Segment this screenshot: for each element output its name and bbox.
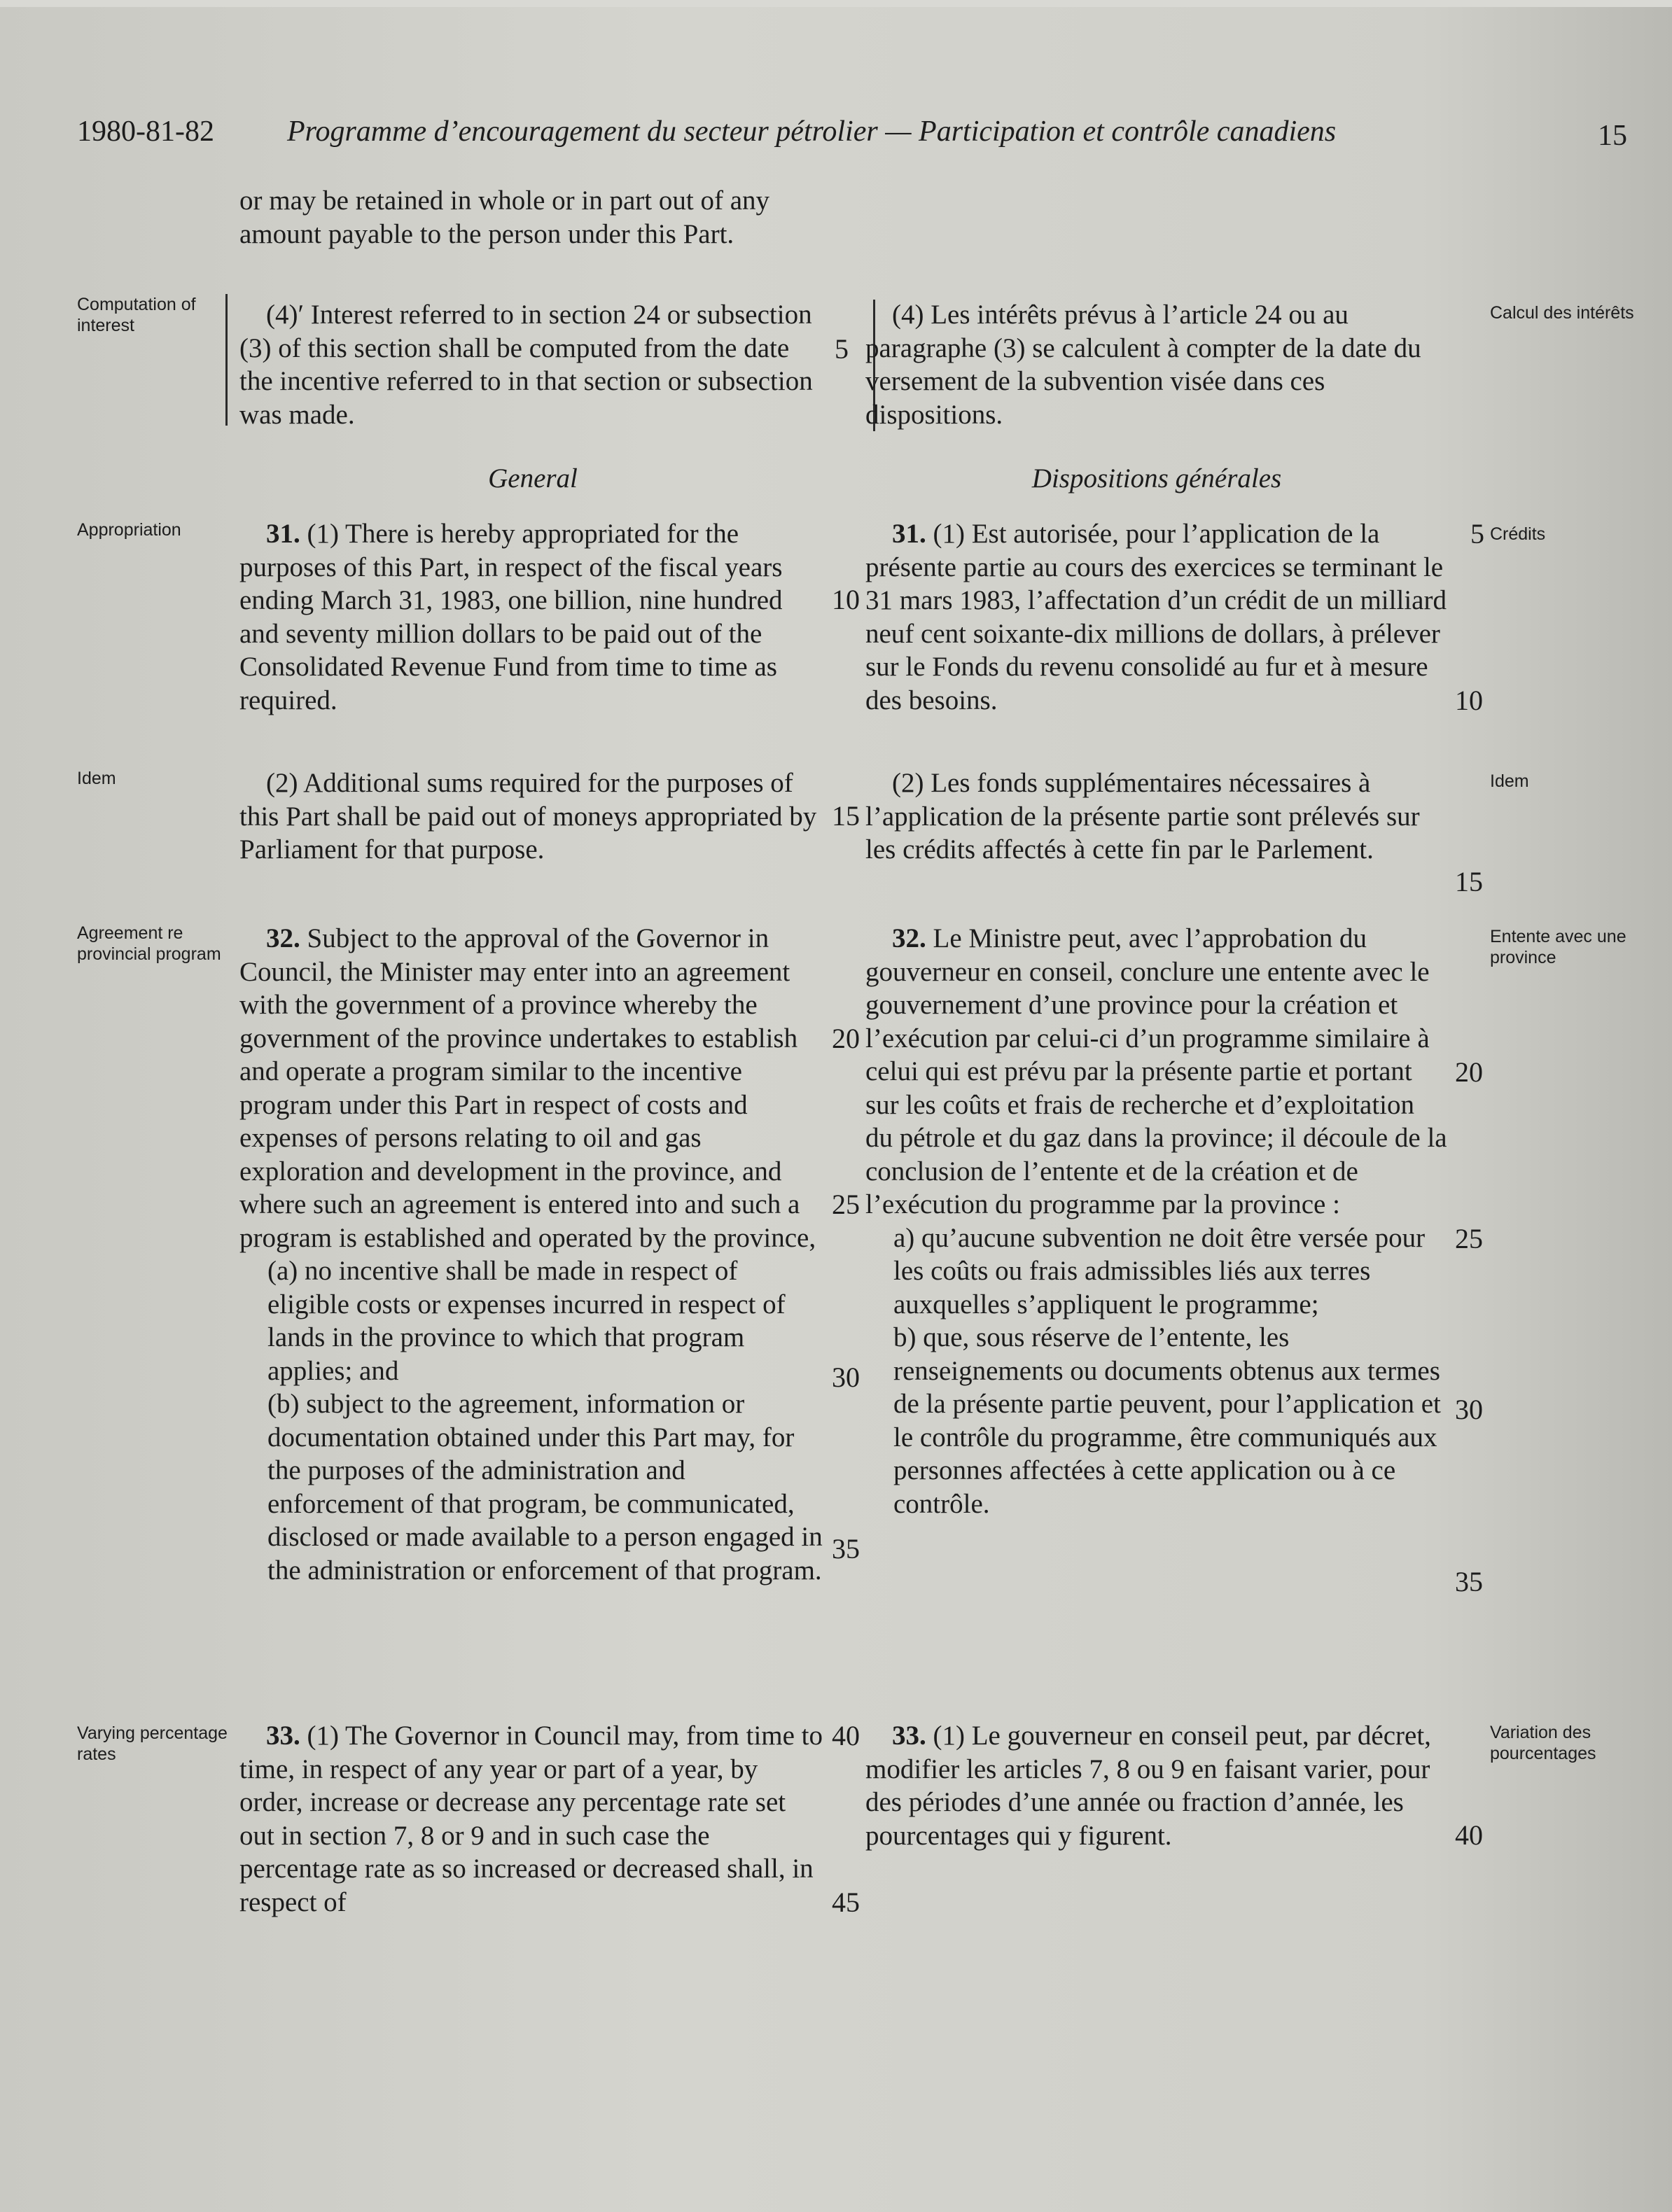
en-s31-num: 31. bbox=[266, 519, 300, 549]
fr-s31-2: (2) Les fonds supplémentaires nécessaires à l’application de la présente partie sont prélevés sur les crédits affectés à cette fin par le Parlement. bbox=[865, 768, 1420, 864]
en-s33-block bbox=[239, 1719, 826, 1919]
fr-s32-text: Le Ministre peut, avec l’approbation du gouverneur en conseil, conclure une entente avec le gouvernement d’une province pour la création et l’exécution par celui-ci d’un programme similaire à celui qui est prévu par la présente partie et portant sur les coûts et frais de recherche et d’exploitation du pétrole et du gaz dans la province; il découle de la conclusion de l’entente et de la création et de l’exécution du programme par la province : bbox=[865, 923, 1447, 1219]
line-number-fr: 10 bbox=[1455, 685, 1483, 716]
en-s32-text: Subject to the approval of the Governor in Council, the Minister may enter into an agreement with the government of a province whereby the government of the province undertakes to establish and operate a program similar to the incentive program under this Part in respect of costs and expenses of persons relating to oil and gas exploration and development in the province, and where such an agreement is entered into and such a program is established and operated by the province, bbox=[239, 923, 816, 1253]
en-s32-b: (b) subject to the agreement, information or documentation obtained under this Part may, for the purposes of the administration and enforcement of that program, be communicated, disclosed or made available to a person engaged in the administration or enforcement of that program. bbox=[267, 1389, 823, 1586]
fr-s32-block bbox=[865, 922, 1448, 1520]
fr-s31-block bbox=[865, 517, 1448, 717]
en-heading-block bbox=[239, 462, 826, 496]
en-s32-num: 32. bbox=[266, 923, 300, 953]
line-number-fr: 25 bbox=[1455, 1223, 1483, 1254]
fr-s31-2-block bbox=[865, 766, 1448, 867]
margin-note-variation: Variation des pourcentages bbox=[1490, 1723, 1596, 1763]
margin-note-appropriation: Appropriation bbox=[77, 520, 181, 540]
fr-s30-4-block bbox=[865, 298, 1448, 431]
en-s30-4-block bbox=[239, 298, 826, 431]
en-s33-1-text: (1) The Governor in Council may, from time to time, in respect of any year or part of a year, by order, increase or decrease any percentage rate set out in section 7, 8 or 9 and in such case the percentage rate as so increased or decreased shall, in respect of bbox=[239, 1721, 823, 1917]
margin-note-agreement: Agreement re provincial program bbox=[77, 923, 221, 964]
line-number: 45 bbox=[832, 1886, 860, 1918]
line-number-fr: 35 bbox=[1455, 1566, 1483, 1597]
page-header bbox=[0, 109, 1672, 154]
en-s32-block bbox=[239, 922, 826, 1587]
fr-s33-block bbox=[865, 1719, 1448, 1852]
margin-note-computation: Computation of interest bbox=[77, 295, 196, 335]
line-number-fr: 20 bbox=[1455, 1056, 1483, 1088]
line-number: 10 bbox=[832, 584, 860, 615]
margin-note-idem-fr: Idem bbox=[1490, 771, 1529, 791]
fr-s31-num: 31. bbox=[892, 519, 926, 549]
fr-heading-general: Dispositions générales bbox=[1031, 463, 1282, 493]
fr-s30-4: (4) Les intérêts prévus à l’article 24 ou au paragraphe (3) se calculent à compter de la date du versement de la subvention visée dans ces dispositions. bbox=[865, 300, 1421, 430]
margin-note-varying: Varying percentage rates bbox=[77, 1723, 228, 1764]
en-heading-general: General bbox=[488, 463, 578, 493]
fr-s33-1 bbox=[865, 1719, 1448, 1852]
line-number: 25 bbox=[832, 1189, 860, 1220]
line-number-fr: 5 bbox=[1470, 518, 1484, 550]
en-s31-2-block bbox=[239, 766, 826, 867]
line-number-fr: 15 bbox=[1455, 866, 1483, 897]
en-s31-2: (2) Additional sums required for the purposes of this Part shall be paid out of moneys appropriated by Parliament for that purpose. bbox=[239, 768, 817, 864]
en-s32 bbox=[239, 922, 826, 1254]
line-number: 5 bbox=[835, 333, 849, 365]
top-edge bbox=[0, 0, 1672, 7]
fr-s32 bbox=[865, 922, 1448, 1222]
fr-s31-1 bbox=[865, 517, 1448, 717]
line-number: 35 bbox=[832, 1533, 860, 1564]
en-s31-1-text: (1) There is hereby appropriated for the purposes of this Part, in respect of the fiscal years ending March 31, 1983, one billion, nine hundred and seventy million dollars to be paid out of the Consolidated Revenue Fund from time to time as required. bbox=[239, 519, 783, 715]
fr-s32-b: b) que, sous réserve de l’entente, les renseignements ou documents obtenus aux termes de la présente partie peuvent, pour l’application et le contrôle du programme, être communiqués aux personnes affectées à cette application ou à ce contrôle. bbox=[893, 1322, 1441, 1519]
fr-s31-1-text: (1) Est autorisée, pour l’application de la présente partie au cours des exercices se terminant le 31 mars 1983, l’affectation d’un crédit de un milliard neuf cent soixante-dix millions de dollars, à prélever sur le Fonds du revenu consolidé au fur et à mesure des besoins. bbox=[865, 519, 1447, 715]
fr-s32-num: 32. bbox=[892, 923, 926, 953]
line-number: 20 bbox=[832, 1023, 860, 1054]
margin-note-credits: Crédits bbox=[1490, 524, 1546, 544]
line-number-fr: 40 bbox=[1455, 1819, 1483, 1851]
en-s33-1 bbox=[239, 1719, 826, 1919]
line-number: 40 bbox=[832, 1720, 860, 1751]
header-title: Programme d’encouragement du secteur pétrolier — Participation et contrôle canadiens bbox=[287, 115, 1337, 148]
en-s31-1 bbox=[239, 517, 826, 717]
line-number: 15 bbox=[832, 800, 860, 832]
margin-note-entente: Entente avec une province bbox=[1490, 927, 1626, 967]
fr-s32-a: a) qu’aucune subvention ne doit être versée pour les coûts ou frais admissibles liés aux terres auxquelles s’appliquent le programme; bbox=[893, 1222, 1426, 1320]
page-number: 15 bbox=[1598, 120, 1627, 152]
fr-heading-block bbox=[865, 462, 1448, 496]
en-s30-4: (4)ʹ Interest referred to in section 24 or subsection (3) of this section shall be computed from the date the incentive referred to in that section or subsection was made. bbox=[239, 300, 813, 430]
line-number-fr: 30 bbox=[1455, 1394, 1483, 1425]
english-column bbox=[239, 184, 826, 251]
en-s33-num: 33. bbox=[266, 1721, 300, 1751]
line-number: 30 bbox=[832, 1362, 860, 1393]
margin-note-calcul: Calcul des intérêts bbox=[1490, 303, 1634, 323]
en-continuation: or may be retained in whole or in part out of any amount payable to the person under this Part. bbox=[239, 186, 770, 249]
fr-s33-1-text: (1) Le gouverneur en conseil peut, par décret, modifier les articles 7, 8 ou 9 en faisant varier, pour des périodes d’une année ou fraction d’année, les pourcentages qui y figurent. bbox=[865, 1721, 1431, 1851]
fr-s33-num: 33. bbox=[892, 1721, 926, 1751]
en-s31-block bbox=[239, 517, 826, 717]
en-s32-a: (a) no incentive shall be made in respect of eligible costs or expenses incurred in respect of lands in the province to which that program applies; and bbox=[267, 1256, 786, 1386]
revision-bar-en bbox=[225, 294, 228, 426]
header-year: 1980-81-82 bbox=[77, 115, 214, 148]
margin-note-idem: Idem bbox=[77, 769, 116, 788]
